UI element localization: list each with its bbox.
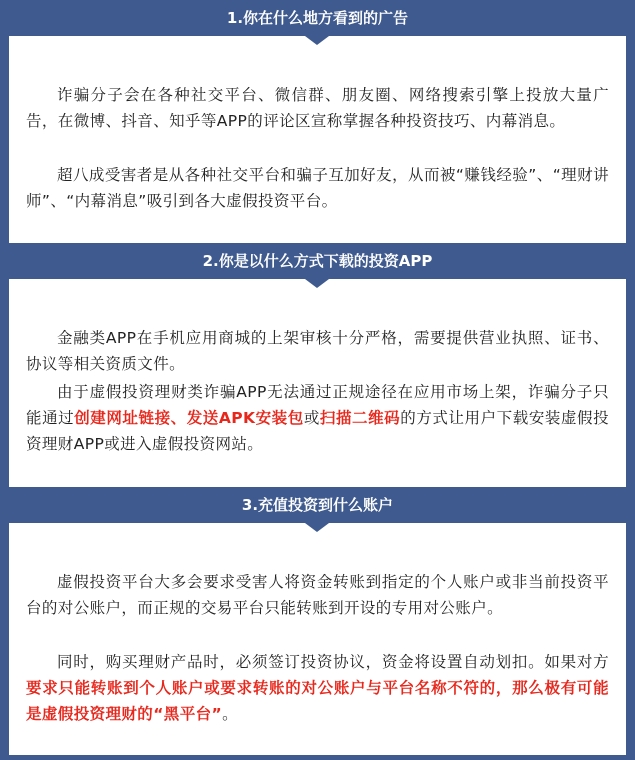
section-header <box>9 243 626 279</box>
paragraph: 金融类APP在手机应用商城的上架审核十分严格，需要提供营业执照、证书、协议等相关资质文件。 <box>26 329 609 373</box>
warning-highlight: 创建网址链接、发送APK安装包 <box>74 409 304 427</box>
down-arrow-icon <box>305 36 329 45</box>
paragraph-text: 。 <box>222 705 238 723</box>
paragraph: 超八成受害者是从各种社交平台和骗子互加好友，从而被“赚钱经验”、“理财讲师”、“内幕消息”吸引到各大虚假投资平台。 <box>26 166 609 210</box>
paragraph <box>26 379 609 457</box>
paragraph-text: 的方式让用户下载安装虚假投资理财APP或进入虚假投资网站。 <box>26 409 609 453</box>
paragraph-text: 由于虚假投资理财类诈骗APP无法通过正规途径在应用市场上架，诈骗分子只能通过 <box>26 383 609 427</box>
section-header <box>9 0 626 36</box>
bottom-border <box>0 755 635 760</box>
paragraph <box>26 649 609 727</box>
paragraph: 虚假投资平台大多会要求受害人将资金转账到指定的个人账户或非当前投资平台的对公账户，而正规的交易平台只能转账到开设的专用对公账户。 <box>26 573 609 617</box>
paragraph: 诈骗分子会在各种社交平台、微信群、朋友圈、网络搜索引擎上投放大量广告，在微博、抖音、知乎等APP的评论区宣称掌握各种投资技巧、内幕消息。 <box>26 86 609 130</box>
paragraph-text: 同时，购买理财产品时，必须签订投资协议，资金将设置自动划扣。如果对方 <box>57 653 609 671</box>
section-title: 3.充值投资到什么账户 <box>241 496 394 514</box>
paragraph-text: 或 <box>303 409 320 427</box>
section-title: 2.你是以什么方式下载的投资APP <box>202 252 433 270</box>
warning-highlight: 扫描二维码 <box>319 409 401 427</box>
warning-highlight: 要求只能转账到个人账户或要求转账的对公账户与平台名称不符的，那么极有可能是虚假投资理财的“黑平台” <box>26 679 609 723</box>
section-title: 1.你在什么地方看到的广告 <box>226 9 409 27</box>
down-arrow-icon <box>305 279 329 288</box>
down-arrow-icon <box>305 523 329 532</box>
section-header <box>9 487 626 523</box>
